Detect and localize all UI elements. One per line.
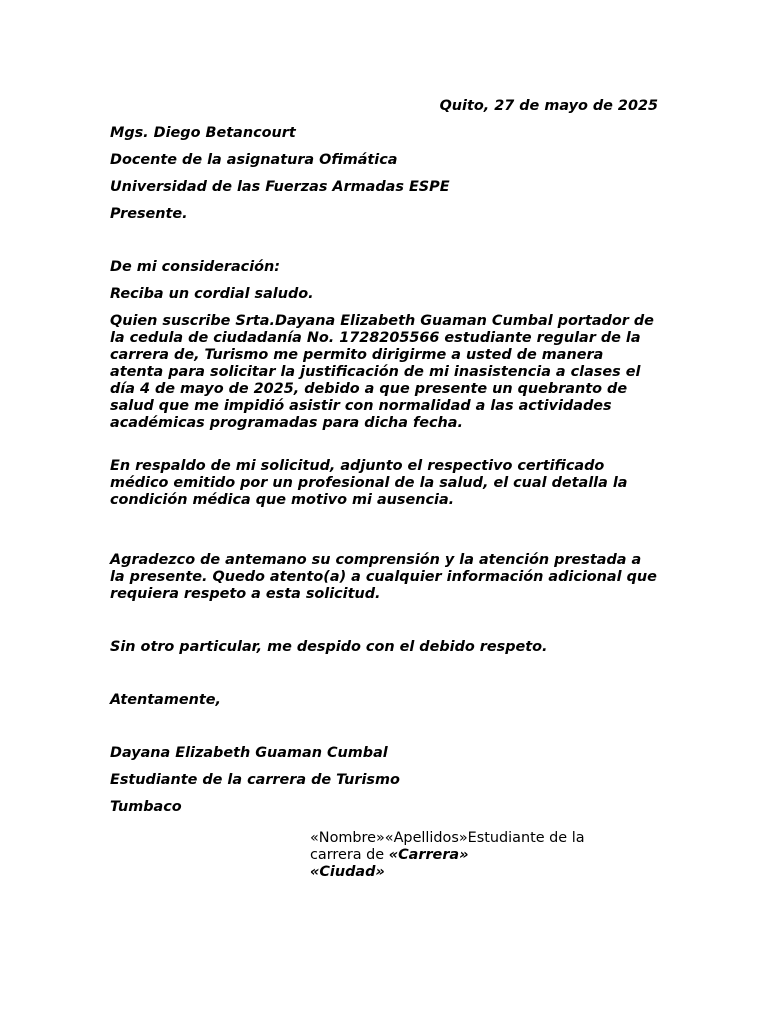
body-paragraph-2: En respaldo de mi solicitud, adjunto el respectivo certificado médico emitido por un profesional de la salud, el cual detalla la condición médica que motivo mi ausencia. bbox=[110, 458, 628, 508]
signer-name: Dayana Elizabeth Guaman Cumbal bbox=[110, 745, 388, 761]
date-line: Quito, 27 de mayo de 2025 bbox=[439, 98, 658, 114]
body-paragraph-3: Agradezco de antemano su comprensión y la atención prestada a la presente. Quedo atento(a) a cualquier información adicional que requiera respeto a esta solicitud. bbox=[110, 552, 657, 602]
letter-body bbox=[110, 98, 658, 816]
salutation: De mi consideración: bbox=[110, 259, 281, 275]
merge-city-field: «Ciudad» bbox=[310, 864, 385, 880]
merge-career-field: «Carrera» bbox=[388, 847, 469, 863]
recipient-title: Docente de la asignatura Ofimática bbox=[110, 152, 398, 168]
recipient-institution: Universidad de las Fuerzas Armadas ESPE bbox=[110, 179, 450, 195]
closing-line: Sin otro particular, me despido con el debido respeto. bbox=[110, 639, 548, 655]
recipient-name: Mgs. Diego Betancourt bbox=[110, 125, 296, 141]
valediction: Atentamente, bbox=[110, 692, 221, 708]
greeting: Reciba un cordial saludo. bbox=[110, 286, 314, 302]
mail-merge-block bbox=[310, 830, 640, 881]
merge-fields-line: «Nombre»«Apellidos»Estudiante de la carrera de bbox=[310, 830, 585, 863]
signer-role: Estudiante de la carrera de Turismo bbox=[110, 772, 400, 788]
signer-city: Tumbaco bbox=[110, 799, 182, 815]
body-paragraph-1: Quien suscribe Srta.Dayana Elizabeth Guaman Cumbal portador de la cedula de ciudadanía No. 1728205566 estudiante regular de la carrera de, Turismo me permito dirigirme a usted de manera atenta para solicitar la justificación de mi inasistencia a clases el día 4 de mayo de 2025, debido a que presente un quebranto de salud que me impidió asistir con normalidad a las actividades académicas programadas para dicha fecha. bbox=[110, 313, 654, 431]
presente-line: Presente. bbox=[110, 206, 188, 222]
